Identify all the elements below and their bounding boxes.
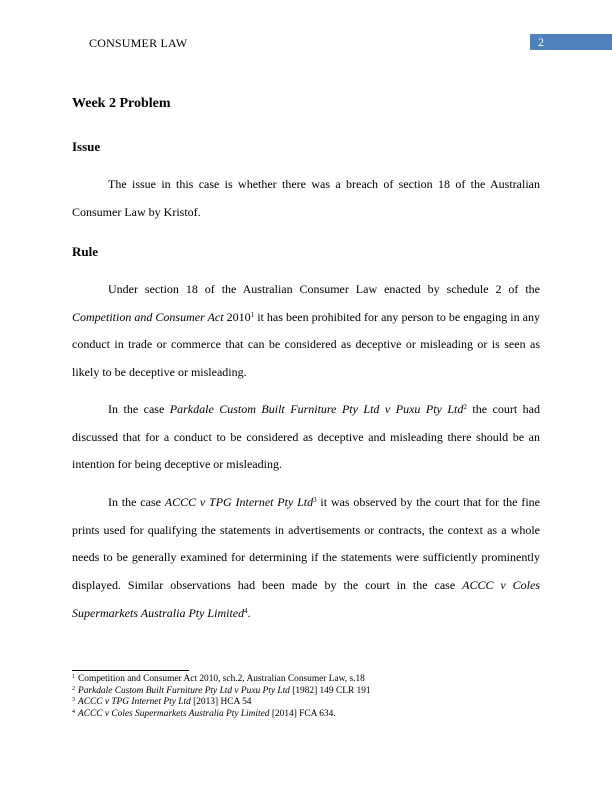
case-name-tpg: ACCC v TPG Internet Pty Ltd [164, 495, 314, 509]
act-name: Competition and Consumer Act [72, 309, 224, 324]
rule-paragraph-2 [72, 396, 540, 479]
rule-p1-text-1: Under section 18 of the Australian Consumer Law enacted by schedule 2 of the [108, 282, 540, 296]
rule-p3-text-2: it was observed by the court that for the fine prints used for qualifying the statements in advertisements or contracts, the context as a whole needs to be generally examined for determining if the statements were sufficiently prominently displayed. Similar observations had been made by the court in the case [72, 495, 540, 593]
footnote-number: 3 [72, 697, 75, 703]
footnote-text: [2014] FCA 634. [269, 708, 336, 719]
footnote-italic: Parkdale Custom Built Furniture Pty Ltd v Puxu Pty Ltd [78, 685, 290, 696]
footnotes [72, 674, 540, 720]
rule-p2-text-1: In the case [108, 402, 170, 416]
footnote-ref-4[interactable]: 4 [244, 606, 248, 615]
footnote-separator [72, 670, 189, 671]
rule-heading: Rule [72, 244, 98, 259]
rule-p1-text-2: 2010 [223, 309, 251, 324]
footnote-italic: ACCC v Coles Supermarkets Australia Pty Limited [78, 708, 270, 719]
rule-paragraph-1 [72, 276, 540, 387]
footnote-2 [72, 686, 540, 698]
page-title: Week 2 Problem [72, 96, 171, 111]
rule-p3-text-1: In the case [108, 495, 165, 509]
footnote-ref-1[interactable]: 1 [250, 310, 255, 319]
footnote-number: 1 [72, 674, 75, 680]
footnote-ref-2[interactable]: 2 [463, 403, 467, 411]
issue-paragraph [72, 171, 540, 226]
rule-p2-text-2: the court had discussed that for a conduct to be considered as deceptive and misleading there should be an intention for being deceptive or misleading. [72, 402, 540, 472]
footnote-text: Competition and Consumer Act 2010, sch.2, Australian Consumer Law, s.18 [78, 674, 365, 684]
footnote-4 [72, 709, 540, 721]
issue-text: The issue in this case is whether there was a breach of section 18 of the Australian Consumer Law by Kristof. [72, 177, 540, 219]
case-name-parkdale: Parkdale Custom Built Furniture Pty Ltd v Puxu Pty Ltd [169, 402, 464, 416]
footnote-text: [1982] 149 CLR 191 [289, 685, 371, 696]
footnote-number: 2 [72, 685, 75, 692]
running-header-title: CONSUMER LAW [89, 36, 188, 50]
issue-heading: Issue [72, 139, 101, 154]
rule-p1-text-3: it has been prohibited for any person to be engaging in any conduct in trade or commerce that can be considered as deceptive or misleading or is seen as likely to be deceptive or misleading. [72, 309, 540, 380]
footnote-1 [72, 674, 540, 686]
case-name-coles: ACCC v Coles Supermarkets Australia Pty Limited [72, 578, 540, 620]
rule-paragraph-3 [72, 489, 540, 628]
page-number: 2 [538, 35, 544, 49]
footnote-text: [2013] HCA 54 [190, 697, 252, 707]
footnote-number: 4 [72, 708, 75, 715]
footnote-ref-3[interactable]: 3 [313, 496, 317, 504]
page-number-tab [530, 34, 612, 50]
footnote-3 [72, 697, 540, 709]
footnote-italic: ACCC v TPG Internet Pty Ltd [78, 697, 191, 707]
rule-p3-text-3: . [247, 605, 251, 620]
